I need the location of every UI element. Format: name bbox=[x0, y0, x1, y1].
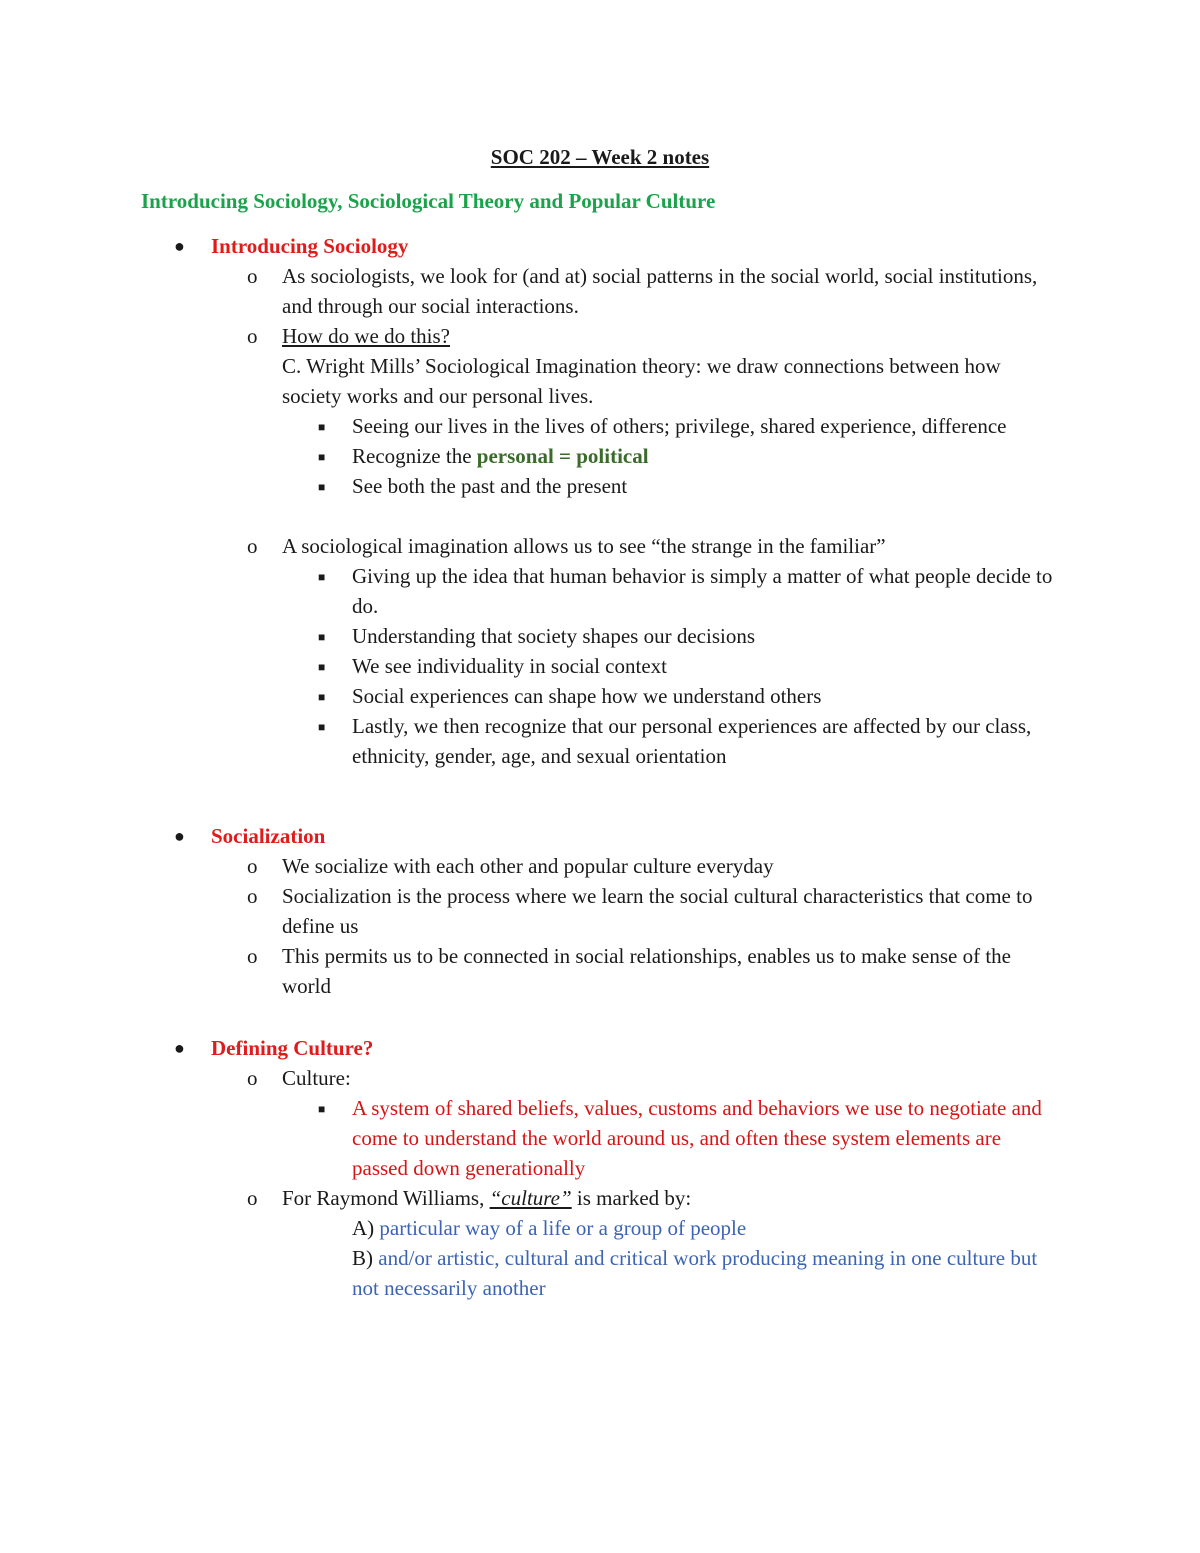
square-marker: ■ bbox=[318, 420, 326, 434]
circle-marker: o bbox=[247, 324, 258, 348]
meaning-item bbox=[0, 1213, 1062, 1243]
sub-list-item-text: Recognize the bbox=[352, 444, 477, 468]
williams-suffix: is marked by: bbox=[571, 1186, 692, 1210]
list-item bbox=[0, 881, 1062, 941]
sub-list-item bbox=[0, 441, 1062, 471]
section-heading: Defining Culture? bbox=[211, 1036, 374, 1060]
list-item bbox=[0, 321, 1062, 411]
section-introducing-sociology bbox=[0, 231, 1200, 771]
williams-prefix: For Raymond Williams, bbox=[282, 1186, 490, 1210]
circle-marker: o bbox=[247, 1186, 258, 1210]
sub-list-item bbox=[0, 681, 1062, 711]
meaning-item bbox=[0, 1243, 1062, 1303]
list-item-text: As sociologists, we look for (and at) social patterns in the social world, social institutions, and through our social interactions. bbox=[282, 264, 1038, 318]
sub-list-item-text: Understanding that society shapes our decisions bbox=[352, 624, 755, 648]
section-heading-row bbox=[0, 821, 1200, 851]
sub-list-item-text: We see individuality in social context bbox=[352, 654, 667, 678]
sub-list-item bbox=[0, 711, 1062, 771]
meaning-label: B) bbox=[352, 1246, 379, 1270]
bullet-marker: ● bbox=[174, 826, 185, 846]
section-socialization bbox=[0, 821, 1200, 1001]
culture-label: Culture: bbox=[282, 1066, 351, 1090]
square-marker: ■ bbox=[318, 660, 326, 674]
page-subtitle: Introducing Sociology, Sociological Theory and Popular Culture bbox=[141, 189, 716, 213]
williams-term: “culture” bbox=[489, 1186, 572, 1210]
meaning-label: A) bbox=[352, 1216, 380, 1240]
section-heading: Introducing Sociology bbox=[211, 234, 409, 258]
section-heading-row bbox=[0, 231, 1200, 261]
list-item-text: A sociological imagination allows us to see “the strange in the familiar” bbox=[282, 534, 886, 558]
sub-list-item-text: Lastly, we then recognize that our personal experiences are affected by our class, ethnicity, gender, age, and sexual orientation bbox=[352, 714, 1032, 768]
circle-marker: o bbox=[247, 534, 258, 558]
list-item-text: Socialization is the process where we learn the social cultural characteristics that come to define us bbox=[282, 884, 1033, 938]
meaning-text: particular way of a life or a group of people bbox=[379, 1216, 747, 1240]
personal-political-emphasis: personal = political bbox=[476, 444, 649, 468]
mills-theory-text: C. Wright Mills’ Sociological Imagination theory: we draw connections between how society works and our personal lives. bbox=[282, 354, 1001, 408]
square-marker: ■ bbox=[318, 480, 326, 494]
sub-list-item bbox=[0, 411, 1062, 441]
section-heading: Socialization bbox=[211, 824, 326, 848]
sub-list-item bbox=[0, 621, 1062, 651]
spacer bbox=[0, 501, 1200, 531]
meaning-text: and/or artistic, cultural and critical work producing meaning in one culture but not necessarily another bbox=[352, 1246, 1038, 1300]
bullet-marker: ● bbox=[174, 1038, 185, 1058]
square-marker: ■ bbox=[318, 630, 326, 644]
list-item bbox=[0, 941, 1062, 1001]
sub-list-item-text: Social experiences can shape how we understand others bbox=[352, 684, 822, 708]
how-question: How do we do this? bbox=[282, 324, 450, 348]
circle-marker: o bbox=[247, 1066, 258, 1090]
sub-list-item-text: Seeing our lives in the lives of others; privilege, shared experience, difference bbox=[352, 414, 1007, 438]
list-item bbox=[0, 261, 1062, 321]
section-heading-row bbox=[0, 1033, 1200, 1063]
list-item bbox=[0, 1063, 1062, 1093]
circle-marker: o bbox=[247, 854, 258, 878]
circle-marker: o bbox=[247, 264, 258, 288]
list-item bbox=[0, 531, 1062, 561]
square-marker: ■ bbox=[318, 450, 326, 464]
bullet-marker: ● bbox=[174, 236, 185, 256]
sub-list-item bbox=[0, 1093, 1062, 1183]
sub-list-item-text: Giving up the idea that human behavior is simply a matter of what people decide to do. bbox=[352, 564, 1053, 618]
square-marker: ■ bbox=[318, 1102, 326, 1116]
list-item-text: We socialize with each other and popular culture everyday bbox=[282, 854, 774, 878]
square-marker: ■ bbox=[318, 690, 326, 704]
sub-list-item bbox=[0, 471, 1062, 501]
list-item bbox=[0, 851, 1062, 881]
square-marker: ■ bbox=[318, 720, 326, 734]
square-marker: ■ bbox=[318, 570, 326, 584]
section-defining-culture bbox=[0, 1033, 1200, 1303]
list-item-text: This permits us to be connected in social relationships, enables us to make sense of the world bbox=[282, 944, 1011, 998]
circle-marker: o bbox=[247, 944, 258, 968]
circle-marker: o bbox=[247, 884, 258, 908]
list-item bbox=[0, 1183, 1062, 1213]
sub-list-item bbox=[0, 651, 1062, 681]
sub-list-item-text: See both the past and the present bbox=[352, 474, 628, 498]
page-title: SOC 202 – Week 2 notes bbox=[490, 145, 710, 169]
sub-list-item bbox=[0, 561, 1062, 621]
culture-definition: A system of shared beliefs, values, customs and behaviors we use to negotiate and come to understand the world around us, and often these system elements are passed down generationally bbox=[352, 1096, 1042, 1180]
